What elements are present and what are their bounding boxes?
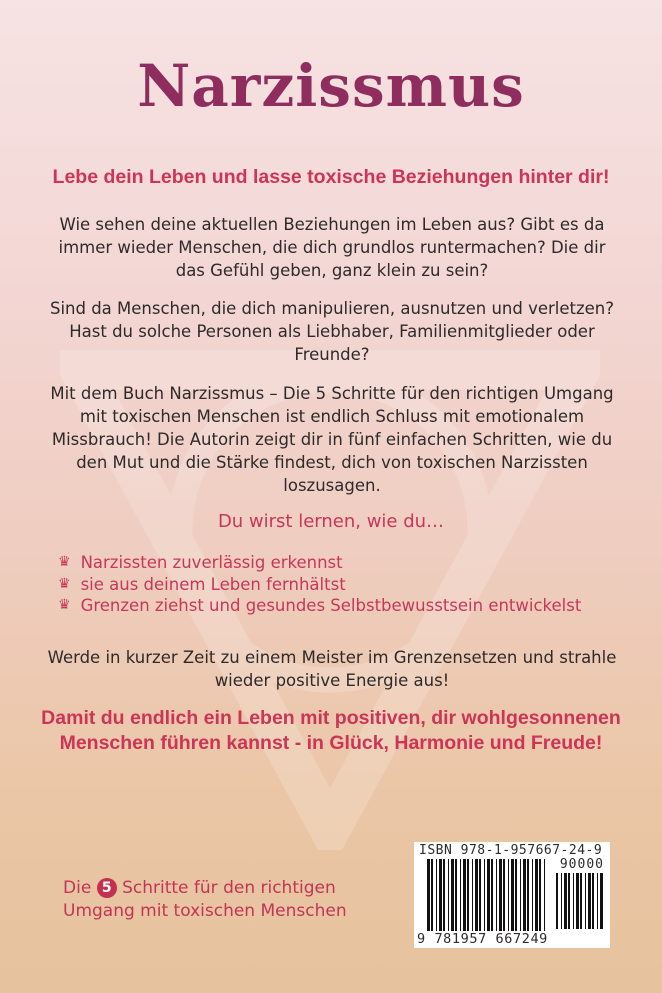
barcode-bars <box>427 859 547 931</box>
bullet-text: sie aus deinem Leben fernhältst <box>80 574 346 594</box>
tagline-pre: Die <box>63 878 92 898</box>
barcode-bar <box>545 859 547 931</box>
book-title: Narzissmus <box>137 52 525 120</box>
addon-bars <box>556 873 604 929</box>
number-badge: 5 <box>97 878 117 898</box>
price-addon: 90000 <box>559 857 604 872</box>
list-item <box>58 552 581 574</box>
tagline-line2: Umgang mit toxischen Menschen <box>63 901 347 921</box>
crown-icon: ♛ <box>58 554 71 570</box>
paragraph-3: Mit dem Buch Narzissmus – Die 5 Schritte für den richtigen Umgang mit toxischen Menschen ist endlich Schluss mit emotionalem Missbrauch! Die Autorin zeigt dir in fünf einfachen Schritten, wie du den Mut und die Stärke findest, dich von toxischen Narzissten loszusagen. <box>50 384 614 495</box>
bullet-text: Grenzen ziehst und gesundes Selbstbewusstsein entwickelst <box>80 596 582 615</box>
tagline <box>63 877 347 923</box>
crown-icon: ♛ <box>58 597 71 613</box>
paragraph-2: Sind da Menschen, die dich manipulieren, ausnutzen und verletzen? Hast du solche Personen als Liebhaber, Familienmitglieder oder Freunde? <box>49 299 615 364</box>
isbn-text: ISBN 978-1-957667-24-9 <box>419 843 603 858</box>
ean-number: 9 781957 667249 <box>417 931 548 947</box>
learn-heading: Du wirst lernen, wie du… <box>217 511 445 532</box>
bullet-text: Narzissten zuverlässig erkennst <box>80 553 343 572</box>
list-item <box>58 574 581 596</box>
subtitle: Lebe dein Leben und lasse toxische Beziehungen hinter dir! <box>52 166 610 188</box>
call-to-action: Damit du endlich ein Leben mit positiven, dir wohlgesonnenen Menschen führen kannst - in Glück, Harmonie und Freude! <box>41 707 621 754</box>
list-item <box>58 595 581 617</box>
bullet-list <box>58 552 581 617</box>
barcode-bar <box>603 873 604 929</box>
closing-paragraph: Werde in kurzer Zeit zu einem Meister im Grenzensetzen und strahle wieder positive Energie aus! <box>47 648 617 690</box>
isbn-barcode <box>414 842 610 948</box>
crown-icon: ♛ <box>58 575 71 592</box>
paragraph-1: Wie sehen deine aktuellen Beziehungen im Leben aus? Gibt es da immer wieder Menschen, die dich grundlos runtermachen? Die dir das Gefühl geben, ganz klein zu sein? <box>58 215 606 280</box>
tagline-line1: Schritte für den richtigen <box>122 878 336 898</box>
